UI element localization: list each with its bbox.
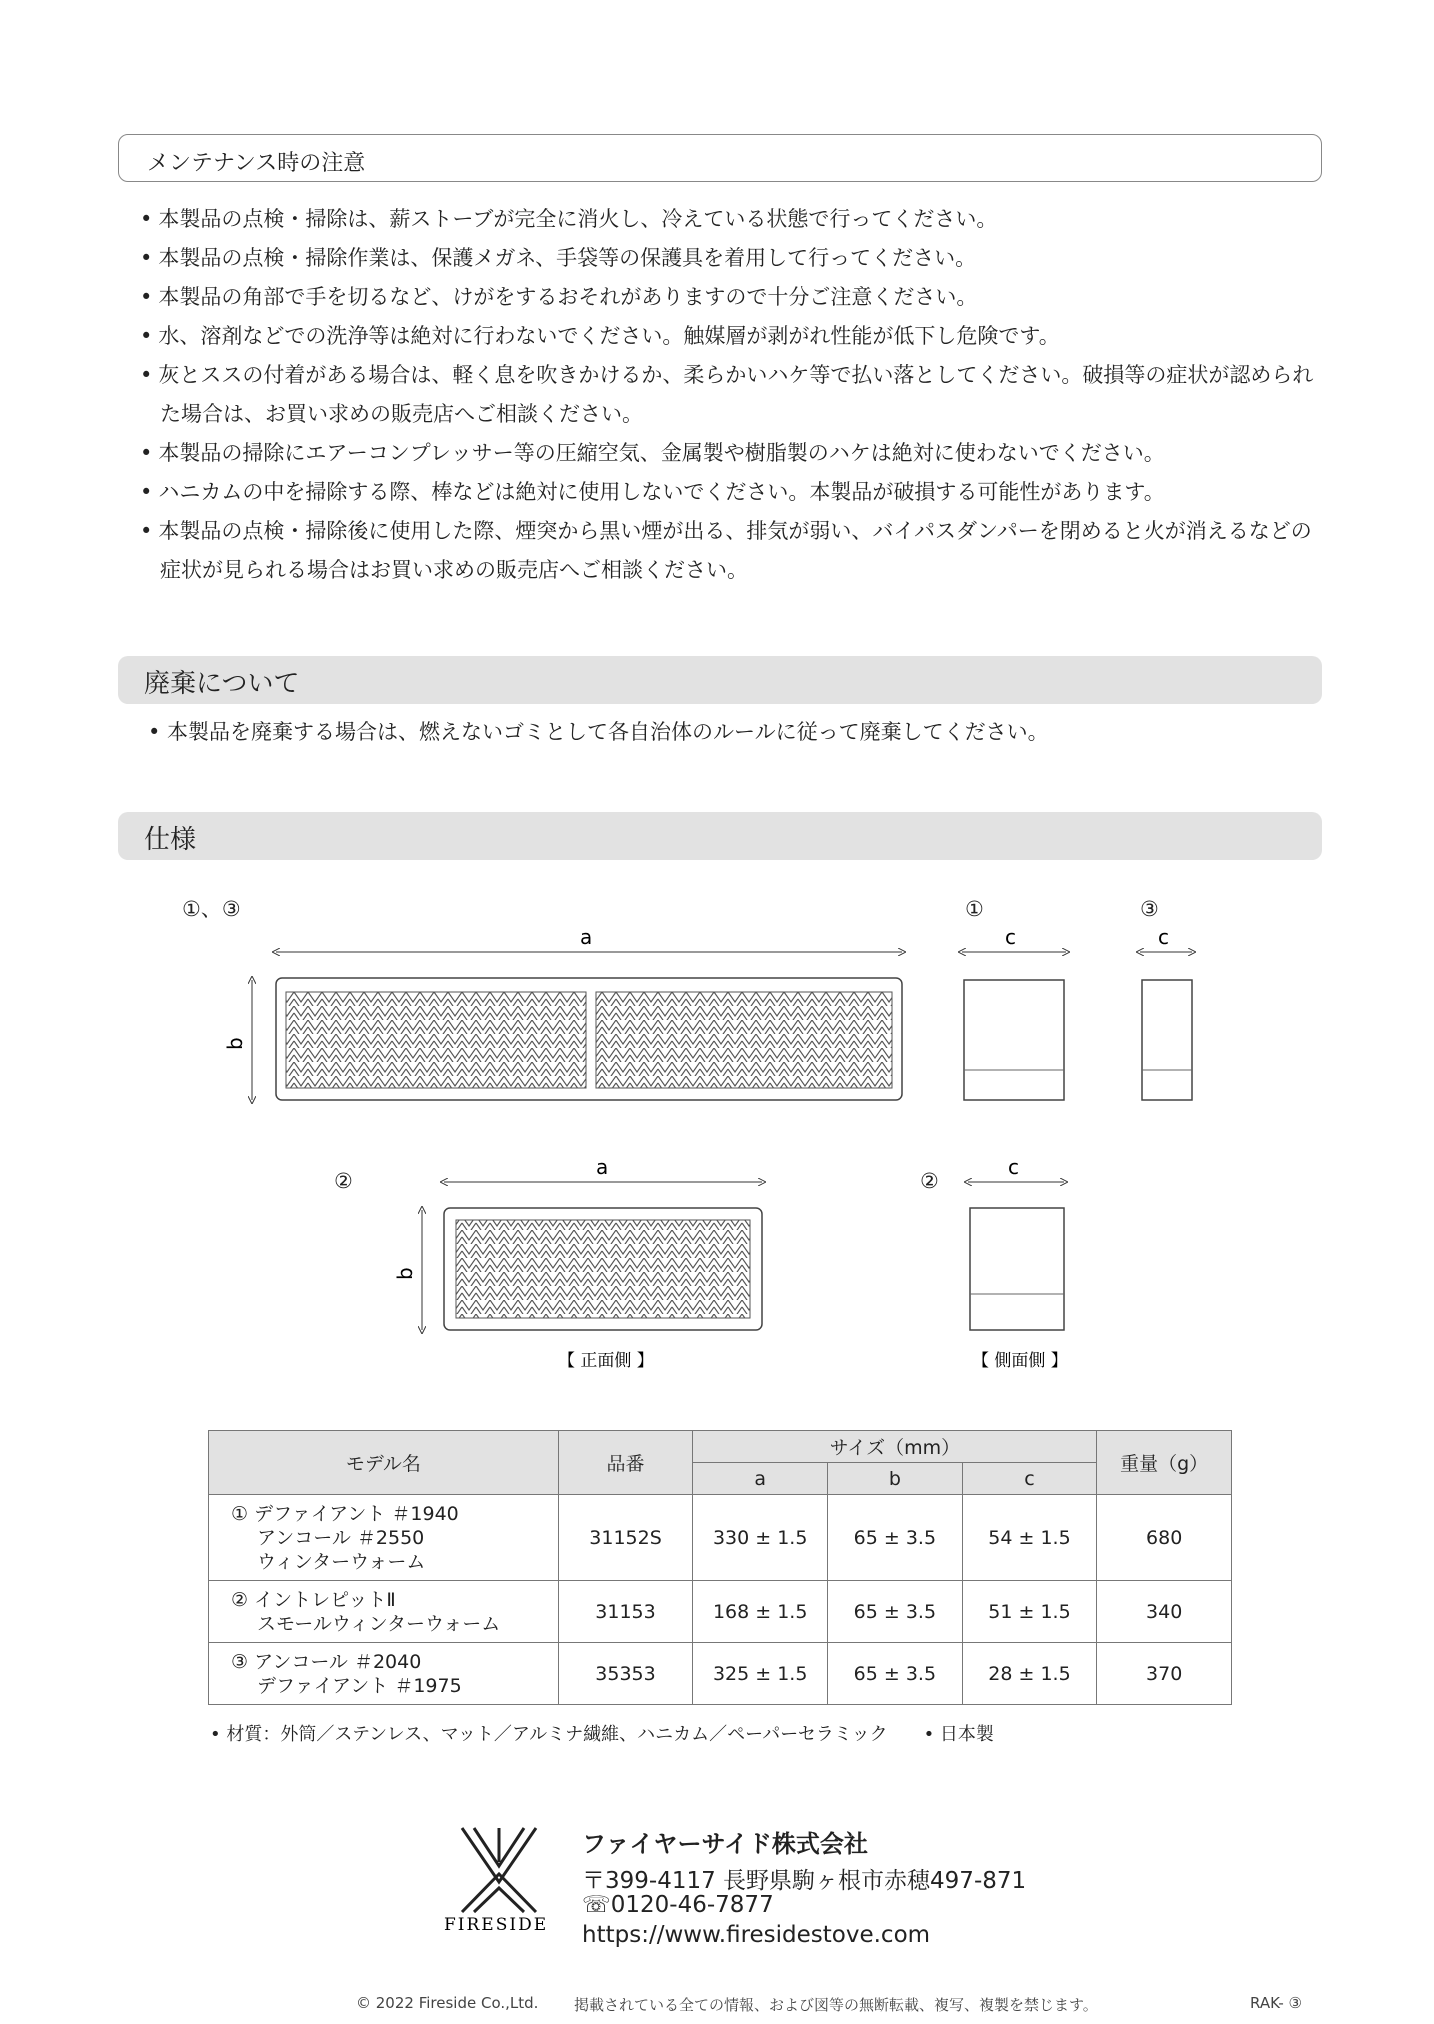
doc-code: RAK- ③ <box>1250 1994 1302 2012</box>
cell-part: 31153 <box>558 1581 693 1643</box>
maintenance-item: • 本製品の点検・掃除は、薪ストーブが完全に消火し、冷えている状態で行ってください。 <box>140 200 1320 239</box>
spec-heading: 仕様 <box>118 812 1322 860</box>
model-line: ウィンターウォーム <box>257 1550 426 1573</box>
maintenance-item: • 本製品の掃除にエアーコンプレッサー等の圧縮空気、金属製や樹脂製のハケは絶対に使わないでください。 <box>140 434 1320 473</box>
maintenance-list <box>140 200 1320 590</box>
label-1-3: ①、③ <box>182 897 241 921</box>
model-line: ② イントレピットⅡ <box>231 1588 396 1611</box>
cell-w: 370 <box>1097 1643 1232 1705</box>
dim-a-2: a <box>596 1155 609 1179</box>
label-3: ③ <box>1140 897 1159 921</box>
logo-text: FIRESIDE <box>444 1915 549 1932</box>
dim-a-1: a <box>580 925 593 949</box>
col-a: a <box>693 1463 828 1495</box>
col-b: b <box>828 1463 963 1495</box>
company-name: ファイヤーサイド株式会社 <box>582 1830 868 1858</box>
dim-c-1: c <box>1005 925 1016 949</box>
material-note: • 材質：外筒／ステンレス、マット／アルミナ繊維、ハニカム／ペーパーセラミック • 日本製 <box>210 1724 994 1745</box>
maintenance-item: • 本製品の角部で手を切るなど、けがをするおそれがありますので十分ご注意ください。 <box>140 278 1320 317</box>
dim-c-2: c <box>1008 1155 1019 1179</box>
dim-c-3: c <box>1158 925 1169 949</box>
side-caption: 【 側面側 】 <box>972 1351 1068 1371</box>
table-row <box>209 1495 1232 1581</box>
maintenance-item: • 本製品の点検・掃除作業は、保護メガネ、手袋等の保護具を着用して行ってください。 <box>140 239 1320 278</box>
cell-a: 168 ± 1.5 <box>693 1581 828 1643</box>
col-c: c <box>962 1463 1097 1495</box>
model-line: デファイアント ＃1975 <box>257 1674 462 1697</box>
model-line: スモールウィンターウォーム <box>257 1612 501 1635</box>
spec-table <box>208 1430 1232 1705</box>
cell-a: 330 ± 1.5 <box>693 1495 828 1581</box>
copy-notice: 掲載されている全ての情報、および図等の無断転載、複写、複製を禁じます。 <box>574 1996 1098 2014</box>
company-phone: ☏0120-46-7877 <box>582 1892 774 1918</box>
col-part: 品番 <box>558 1431 693 1495</box>
front-caption: 【 正面側 】 <box>558 1351 654 1371</box>
company-address: 〒399-4117 長野県駒ヶ根市赤穂497-871 <box>582 1868 1027 1894</box>
cell-b: 65 ± 3.5 <box>828 1495 963 1581</box>
col-weight: 重量（g） <box>1097 1431 1232 1495</box>
label-2-side: ② <box>920 1169 939 1193</box>
label-1: ① <box>965 897 984 921</box>
model-line: アンコール ＃2550 <box>257 1526 425 1549</box>
model-line: ① デファイアント ＃1940 <box>231 1502 459 1525</box>
cell-c: 54 ± 1.5 <box>962 1495 1097 1581</box>
maintenance-item: • 水、溶剤などでの洗浄等は絶対に行わないでください。触媒層が剥がれ性能が低下し危険です。 <box>140 317 1320 356</box>
maintenance-heading: メンテナンス時の注意 <box>118 134 1322 182</box>
maintenance-item: • 灰とススの付着がある場合は、軽く息を吹きかけるか、柔らかいハケ等で払い落としてください。破損等の症状が認められた場合は、お買い求めの販売店へご相談ください。 <box>140 356 1320 434</box>
maintenance-item: • 本製品の点検・掃除後に使用した際、煙突から黒い煙が出る、排気が弱い、バイパスダンパーを閉めると火が消えるなどの症状が見られる場合はお買い求めの販売店へご相談ください。 <box>140 512 1320 590</box>
cell-c: 51 ± 1.5 <box>962 1581 1097 1643</box>
label-2-front: ② <box>334 1169 353 1193</box>
cell-part: 31152S <box>558 1495 693 1581</box>
phone-number: 0120-46-7877 <box>610 1892 774 1918</box>
disposal-heading: 廃棄について <box>118 656 1322 704</box>
spec-diagram <box>0 880 1434 1390</box>
company-url[interactable]: https://www.firesidestove.com <box>582 1922 931 1948</box>
copyright: © 2022 Fireside Co.,Ltd. <box>356 1994 539 2012</box>
cell-b: 65 ± 3.5 <box>828 1643 963 1705</box>
disposal-text: • 本製品を廃棄する場合は、燃えないゴミとして各自治体のルールに従って廃棄してください。 <box>148 720 1049 744</box>
dim-b-1: b <box>223 1037 247 1050</box>
maintenance-item: • ハニカムの中を掃除する際、棒などは絶対に使用しないでください。本製品が破損する可能性があります。 <box>140 473 1320 512</box>
cell-c: 28 ± 1.5 <box>962 1643 1097 1705</box>
col-model: モデル名 <box>209 1431 559 1495</box>
table-row <box>209 1581 1232 1643</box>
col-size: サイズ（mm） <box>693 1431 1097 1463</box>
cell-a: 325 ± 1.5 <box>693 1643 828 1705</box>
cell-w: 340 <box>1097 1581 1232 1643</box>
cell-part: 35353 <box>558 1643 693 1705</box>
table-row <box>209 1643 1232 1705</box>
dim-b-2: b <box>393 1267 417 1280</box>
cell-w: 680 <box>1097 1495 1232 1581</box>
fireside-logo <box>444 1822 554 1932</box>
cell-b: 65 ± 3.5 <box>828 1581 963 1643</box>
model-line: ③ アンコール ＃2040 <box>231 1650 422 1673</box>
